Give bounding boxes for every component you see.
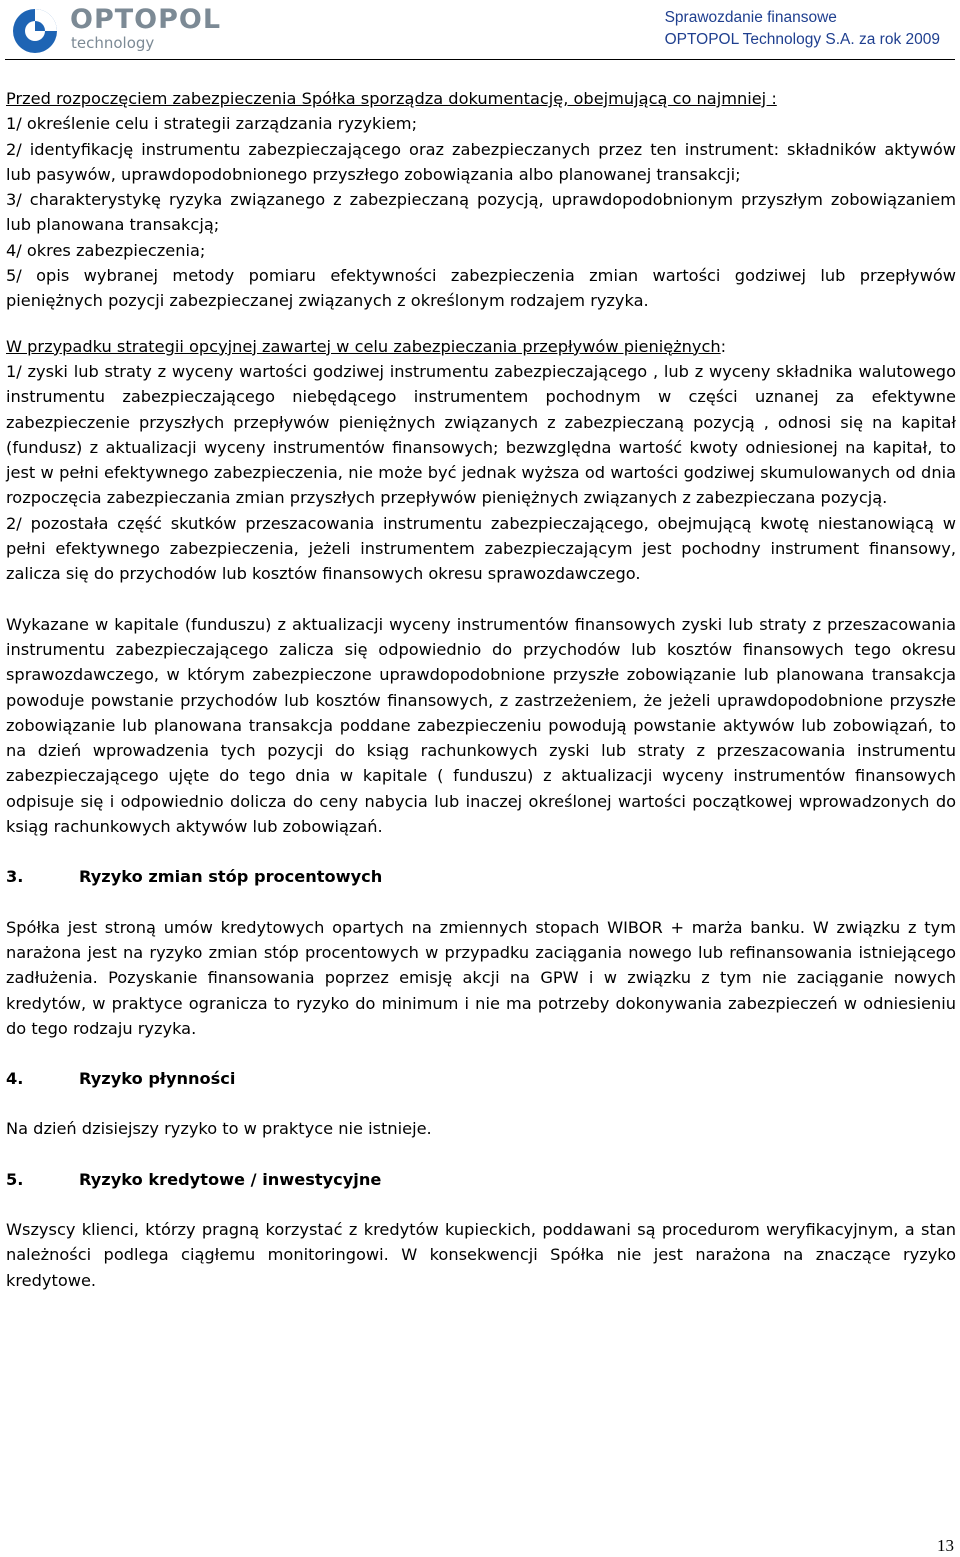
- option-strategy-heading: W przypadku strategii opcyjnej zawartej w celu zabezpieczania przepływów pieniężnych: [6, 336, 721, 356]
- report-title-line1: Sprawozdanie finansowe: [664, 9, 837, 26]
- section-number: 4.: [6, 1069, 24, 1089]
- list-item: 5/ opis wybranej metody pomiaru efektywności zabezpieczenia zmian wartości godziwej lub przepływów pieniężnych pozycji zabezpieczanej związanych z określonym rodzajem ryzyka.: [6, 266, 956, 311]
- spacer: [6, 1041, 956, 1066]
- paragraph: [6, 334, 956, 359]
- paragraph: [6, 86, 956, 111]
- paragraph: Wykazane w kapitale (funduszu) z aktualizacji wyceny instrumentów finansowych zyski lub straty z przeszacowania instrumentu zabezpieczającego zalicza się odpowiednio do przychodów lub kosztów finansowych tego okresu sprawozdawczego, w którym zabezpieczone uprawdopodobnione przyszłe zobowiązanie lub planowana transakcja powoduje powstanie przychodów lub kosztów finansowych, z zastrzeżeniem, że jeżeli uprawdopodobnione przyszłe zobowiązanie lub planowana transakcja poddane zabezpieczeniu powodują powstanie aktywów lub zobowiązań, to na dzień wprowadzenia tych pozycji do ksiąg rachunkowych zyski lub straty z przeszacowania instrumentu zabezpieczającego ujęte do tego dnia w kapitale ( funduszu) z aktualizacji wyceny instrumentów finansowych odpisuje się i odpowiednio dolicza do ceny nabycia lub inaczej określonej wartości początkowej wprowadzonych do ksiąg rachunkowych aktywów lub zobowiązań.: [6, 614, 956, 837]
- list-item: 4/ okres zabezpieczenia;: [6, 240, 206, 260]
- report-title-line2: OPTOPOL Technology S.A. za rok 2009: [664, 31, 940, 48]
- spacer: [6, 1192, 956, 1217]
- spacer: [6, 890, 956, 915]
- list-item: 2/ identyfikację instrumentu zabezpieczającego oraz zabezpieczanych przez ten instrument: składników aktywów lub pasywów, uprawdopodobnionego przyszłego zobowiązania albo planowanej transakcji;: [6, 139, 956, 184]
- logo-subtitle: technology: [71, 34, 155, 52]
- company-logo: [10, 6, 240, 56]
- spacer: [6, 587, 956, 612]
- paragraph: Na dzień dzisiejszy ryzyko to w praktyce nie istnieje.: [6, 1119, 432, 1139]
- section-heading-3: [6, 864, 956, 889]
- section-number: 5.: [6, 1169, 24, 1189]
- document-body: [6, 86, 956, 1293]
- paragraph: Spółka jest stroną umów kredytowych opartych na zmiennych stopach WIBOR + marża banku. W związku z tym narażona jest na ryzyko zmian stóp procentowych w przypadku zaciągania nowego lub refinansowania istniejącego zadłużenia. Pozyskanie finansowania poprzez emisję akcji na GPW i w związku z tym nie zaciąganie nowych kredytów, w praktyce ogranicza to ryzyko do minimum i nie ma potrzeby dokonywania zabezpieczeń w odniesieniu do tego rodzaju ryzyka.: [6, 917, 956, 1038]
- list-item: 1/ określenie celu i strategii zarządzania ryzykiem;: [6, 114, 418, 134]
- list-item: 3/ charakterystykę ryzyka związanego z zabezpieczaną pozycją, uprawdopodobnionym przyszłym zobowiązaniem lub planowana transakcją;: [6, 190, 956, 235]
- section-heading-5: [6, 1167, 956, 1192]
- spacer: [6, 839, 956, 864]
- spacer: [6, 314, 956, 334]
- paragraph: Wszyscy klienci, którzy pragną korzystać z kredytów kupieckich, poddawani są procedurom weryfikacyjnym, a stan należności podlega ciągłemu monitoringowi. W konsekwencji Spółka nie jest narażona na znaczące ryzyko kredytowe.: [6, 1219, 956, 1290]
- list-item: 1/ zyski lub straty z wyceny wartości godziwej instrumentu zabezpieczającego , lub z wyceny składnika walutowego instrumentu zabezpieczającego niebędącego instrumentem pochodnym w części uznanej za efektywne zabezpieczenie przyszłych przepływów pieniężnych związanych z zabezpieczaną pozycją , odnosi się na kapitał (fundusz) z aktualizacji wyceny instrumentów finansowych; bezwzględna wartość kwoty odniesionej na kapitał, to jest w pełni efektywnego zabezpieczenia, nie może być jednak wyższa od wartości godziwej skumulowanych od dnia rozpoczęcia zabezpieczania zmian przyszłych przepływów pieniężnych związanych z zabezpieczana pozycją.: [6, 361, 956, 508]
- page-header: [0, 0, 960, 62]
- section-title: Ryzyko kredytowe / inwestycyjne: [79, 1169, 382, 1189]
- logo-wordmark: OPTOPOL: [70, 4, 222, 35]
- section-heading-4: [6, 1066, 956, 1091]
- documentation-intro: Przed rozpoczęciem zabezpieczenia Spółka sporządza dokumentację, obejmującą co najmniej :: [6, 89, 777, 108]
- page-number: 13: [937, 1536, 954, 1555]
- optopol-logo-icon: [10, 6, 60, 56]
- heading-colon: :: [720, 336, 727, 356]
- list-item: 2/ pozostała część skutków przeszacowania instrumentu zabezpieczającego, obejmującą kwotę niestanowiącą w pełni efektywnego zabezpieczenia, jeżeli instrumentem zabezpieczającym jest pochodny instrument finansowy, zalicza się do przychodów lub kosztów finansowych okresu sprawozdawczego.: [6, 513, 956, 584]
- header-divider: [5, 59, 955, 60]
- spacer: [6, 1142, 956, 1167]
- section-title: Ryzyko zmian stóp procentowych: [79, 867, 383, 887]
- report-title: [665, 7, 940, 51]
- section-title: Ryzyko płynności: [79, 1069, 236, 1089]
- spacer: [6, 1091, 956, 1116]
- section-number: 3.: [6, 867, 24, 887]
